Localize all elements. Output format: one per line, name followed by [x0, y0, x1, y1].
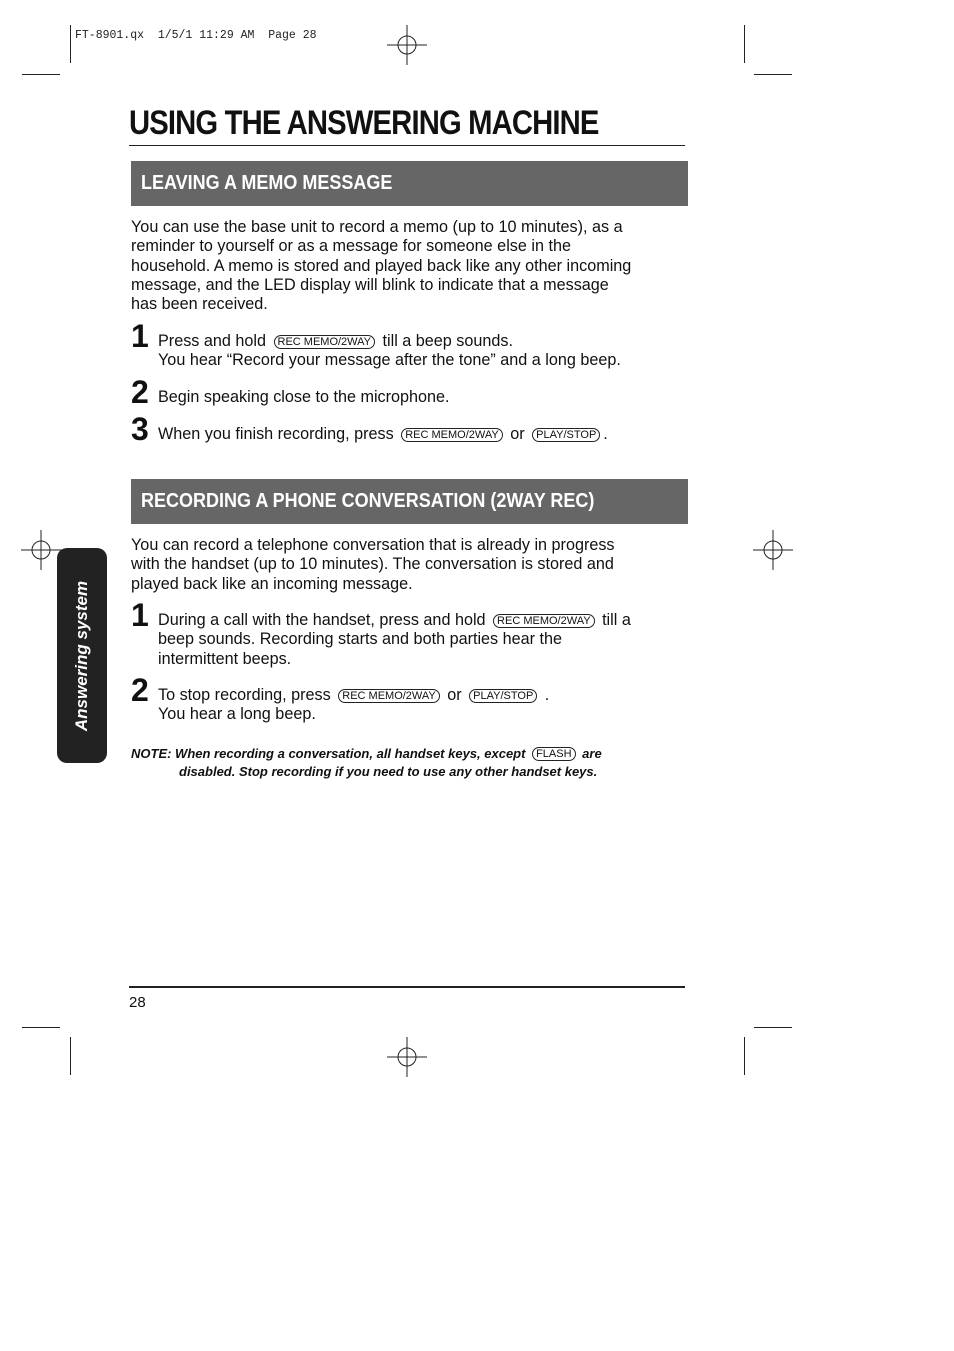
text-fragment: or — [510, 425, 525, 443]
step-number: 2 — [131, 672, 149, 708]
text-fragment: or — [447, 686, 462, 704]
side-tab-label: Answering system — [72, 580, 91, 731]
step-text — [158, 611, 698, 669]
step-number: 2 — [131, 374, 149, 410]
text-fragment: To stop recording, press — [158, 686, 331, 704]
rec-memo-2way-key: REC MEMO/2WAY — [338, 689, 440, 703]
section-heading-2way-rec — [131, 479, 688, 524]
registration-mark-icon — [753, 530, 793, 570]
step-number: 3 — [131, 411, 149, 447]
text-line — [158, 611, 698, 630]
registration-mark-icon — [387, 25, 427, 65]
2way-intro-paragraph — [131, 536, 691, 594]
step-text — [158, 332, 698, 371]
crop-mark — [744, 1037, 745, 1075]
page-title: USING THE ANSWERING MACHINE — [129, 104, 599, 142]
memo-intro-paragraph — [131, 218, 691, 314]
note — [131, 745, 691, 781]
text-fragment: till a — [602, 611, 631, 629]
side-tab — [57, 548, 107, 763]
text-line: You hear a long beep. — [158, 705, 316, 724]
play-stop-key: PLAY/STOP — [469, 689, 537, 703]
rec-memo-2way-key: REC MEMO/2WAY — [493, 614, 595, 628]
crop-mark — [22, 74, 60, 75]
section-heading-memo — [131, 161, 688, 206]
text-fragment: When you finish recording, press — [158, 425, 394, 443]
crop-mark — [754, 1027, 792, 1028]
crop-mark — [754, 74, 792, 75]
print-slug: FT-8901.qx 1/5/1 11:29 AM Page 28 — [75, 29, 317, 42]
registration-mark-icon — [21, 530, 61, 570]
crop-mark — [744, 25, 745, 63]
text-fragment: During a call with the handset, press and hold — [158, 611, 486, 629]
section-heading-label: LEAVING A MEMO MESSAGE — [141, 172, 393, 194]
rec-memo-2way-key: REC MEMO/2WAY — [274, 335, 376, 349]
text-line: played back like an incoming message. — [131, 574, 413, 593]
title-divider — [129, 145, 685, 146]
footer-divider — [129, 986, 685, 988]
text-line: disabled. Stop recording if you need to use any other handset keys. — [179, 764, 598, 779]
crop-mark — [70, 25, 71, 63]
text-line: with the handset (up to 10 minutes). The conversation is stored and — [131, 555, 614, 574]
text-line: message, and the LED display will blink to indicate that a message — [131, 275, 609, 294]
crop-mark — [70, 1037, 71, 1075]
play-stop-key: PLAY/STOP — [532, 428, 600, 442]
text-fragment: . — [544, 686, 550, 704]
text-line — [158, 425, 698, 444]
text-line: beep sounds. Recording starts and both parties hear the — [158, 630, 563, 649]
text-line — [158, 686, 698, 705]
text-line: You hear “Record your message after the tone” and a long beep. — [158, 351, 621, 370]
text-line: has been received. — [131, 295, 268, 314]
text-line: reminder to yourself or as a message for someone else in the — [131, 237, 571, 256]
text-line — [131, 745, 691, 763]
text-fragment: till a beep sounds. — [382, 332, 514, 350]
text-line — [158, 332, 698, 351]
page-number: 28 — [129, 994, 146, 1011]
section-heading-label: RECORDING A PHONE CONVERSATION (2WAY REC) — [141, 490, 595, 512]
text-fragment: . — [603, 425, 608, 443]
text-line: intermittent beeps. — [158, 649, 292, 668]
step-number: 1 — [131, 318, 149, 354]
step-text — [158, 686, 698, 725]
step-number: 1 — [131, 597, 149, 633]
text-line: Begin speaking close to the microphone. — [158, 388, 450, 406]
flash-key: FLASH — [532, 747, 575, 761]
step-text — [158, 388, 698, 407]
text-line: You can record a telephone conversation that is already in progress — [131, 536, 615, 554]
text-fragment: NOTE: When recording a conversation, all handset keys, except — [131, 746, 526, 761]
step-text — [158, 425, 698, 444]
text-fragment: Press and hold — [158, 332, 266, 350]
text-line: You can use the base unit to record a memo (up to 10 minutes), as a — [131, 218, 623, 236]
text-line: household. A memo is stored and played back like any other incoming — [131, 256, 632, 275]
crop-mark — [22, 1027, 60, 1028]
rec-memo-2way-key: REC MEMO/2WAY — [401, 428, 503, 442]
registration-mark-icon — [387, 1037, 427, 1077]
text-fragment: are — [582, 746, 602, 761]
